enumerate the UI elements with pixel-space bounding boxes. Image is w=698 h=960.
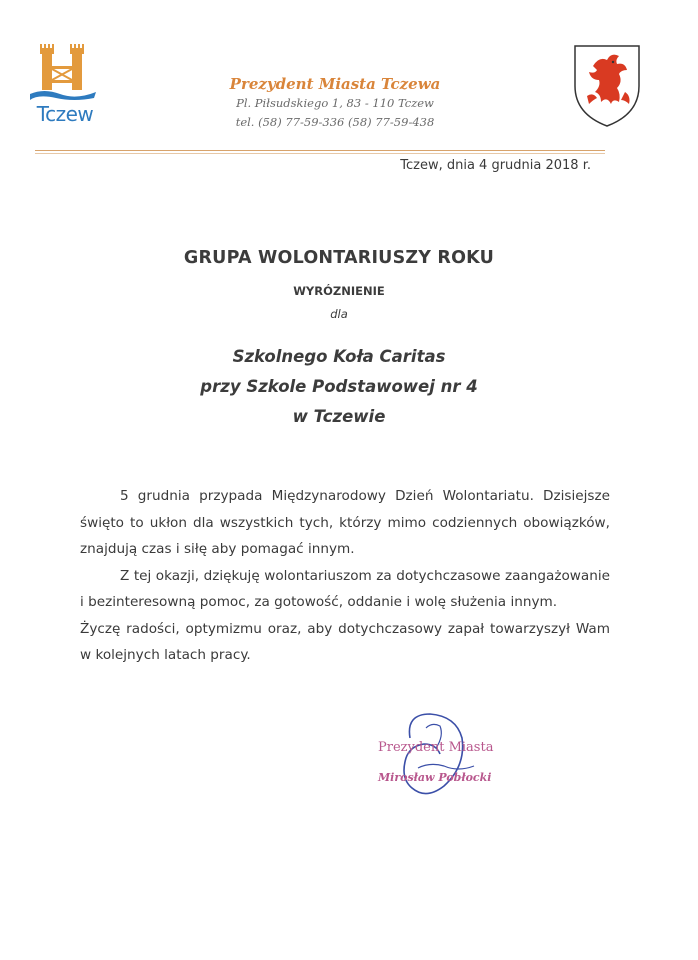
office-address: Pl. Piłsudskiego 1, 83 - 110 Tczew [236,96,434,110]
recipient-line-1: Szkolnego Koła Caritas [232,347,446,366]
griffin-coat-of-arms-icon [571,42,643,128]
office-phone: tel. (58) 77-59-336 (58) 77-59-438 [235,115,435,129]
recipient-line-2: przy Szkole Podstawowej nr 4 [200,377,478,396]
stamp-name: Mirosław Pobłocki [378,771,492,784]
logo-text: Tczew [36,102,94,126]
tczew-city-logo-icon [22,40,104,132]
for-word: dla [330,307,348,321]
award-subtitle: WYRÓZNIENIE [293,284,385,298]
recipient-block [0,342,678,432]
body-paragraph-3: Życzę radości, optymizmu oraz, aby dotychczasowy zapał towarzyszył Wam w kolejnych latach pracy. [80,620,610,663]
handwritten-signature-icon [366,708,506,804]
recipient-line-3: w Tczewie [292,407,386,426]
header-divider-secondary [35,153,605,154]
letter-body [80,483,610,669]
letterhead [220,74,450,132]
award-title: GRUPA WOLONTARIUSZY ROKU [183,248,495,268]
stamp-title: Prezydent Miasta [378,740,494,755]
letter-date: Tczew, dnia 4 grudnia 2018 r. [400,158,591,173]
header-divider [35,150,605,151]
office-title: Prezydent Miasta Tczewa [229,75,441,93]
body-paragraph-2: Z tej okazji, dziękuję wolontariuszom za dotychczasowe zaangażowanie i bezinteresowną pomoc, za gotowość, oddanie i wolę służenia innym. [80,567,610,610]
body-paragraph-1: 5 grudnia przypada Międzynarodowy Dzień Wolontariatu. Dzisiejsze święto to ukłon dla wszystkich tych, którzy mimo codziennych obowiązków, znajdują czas i siłę aby pomagać innym. [80,488,610,557]
